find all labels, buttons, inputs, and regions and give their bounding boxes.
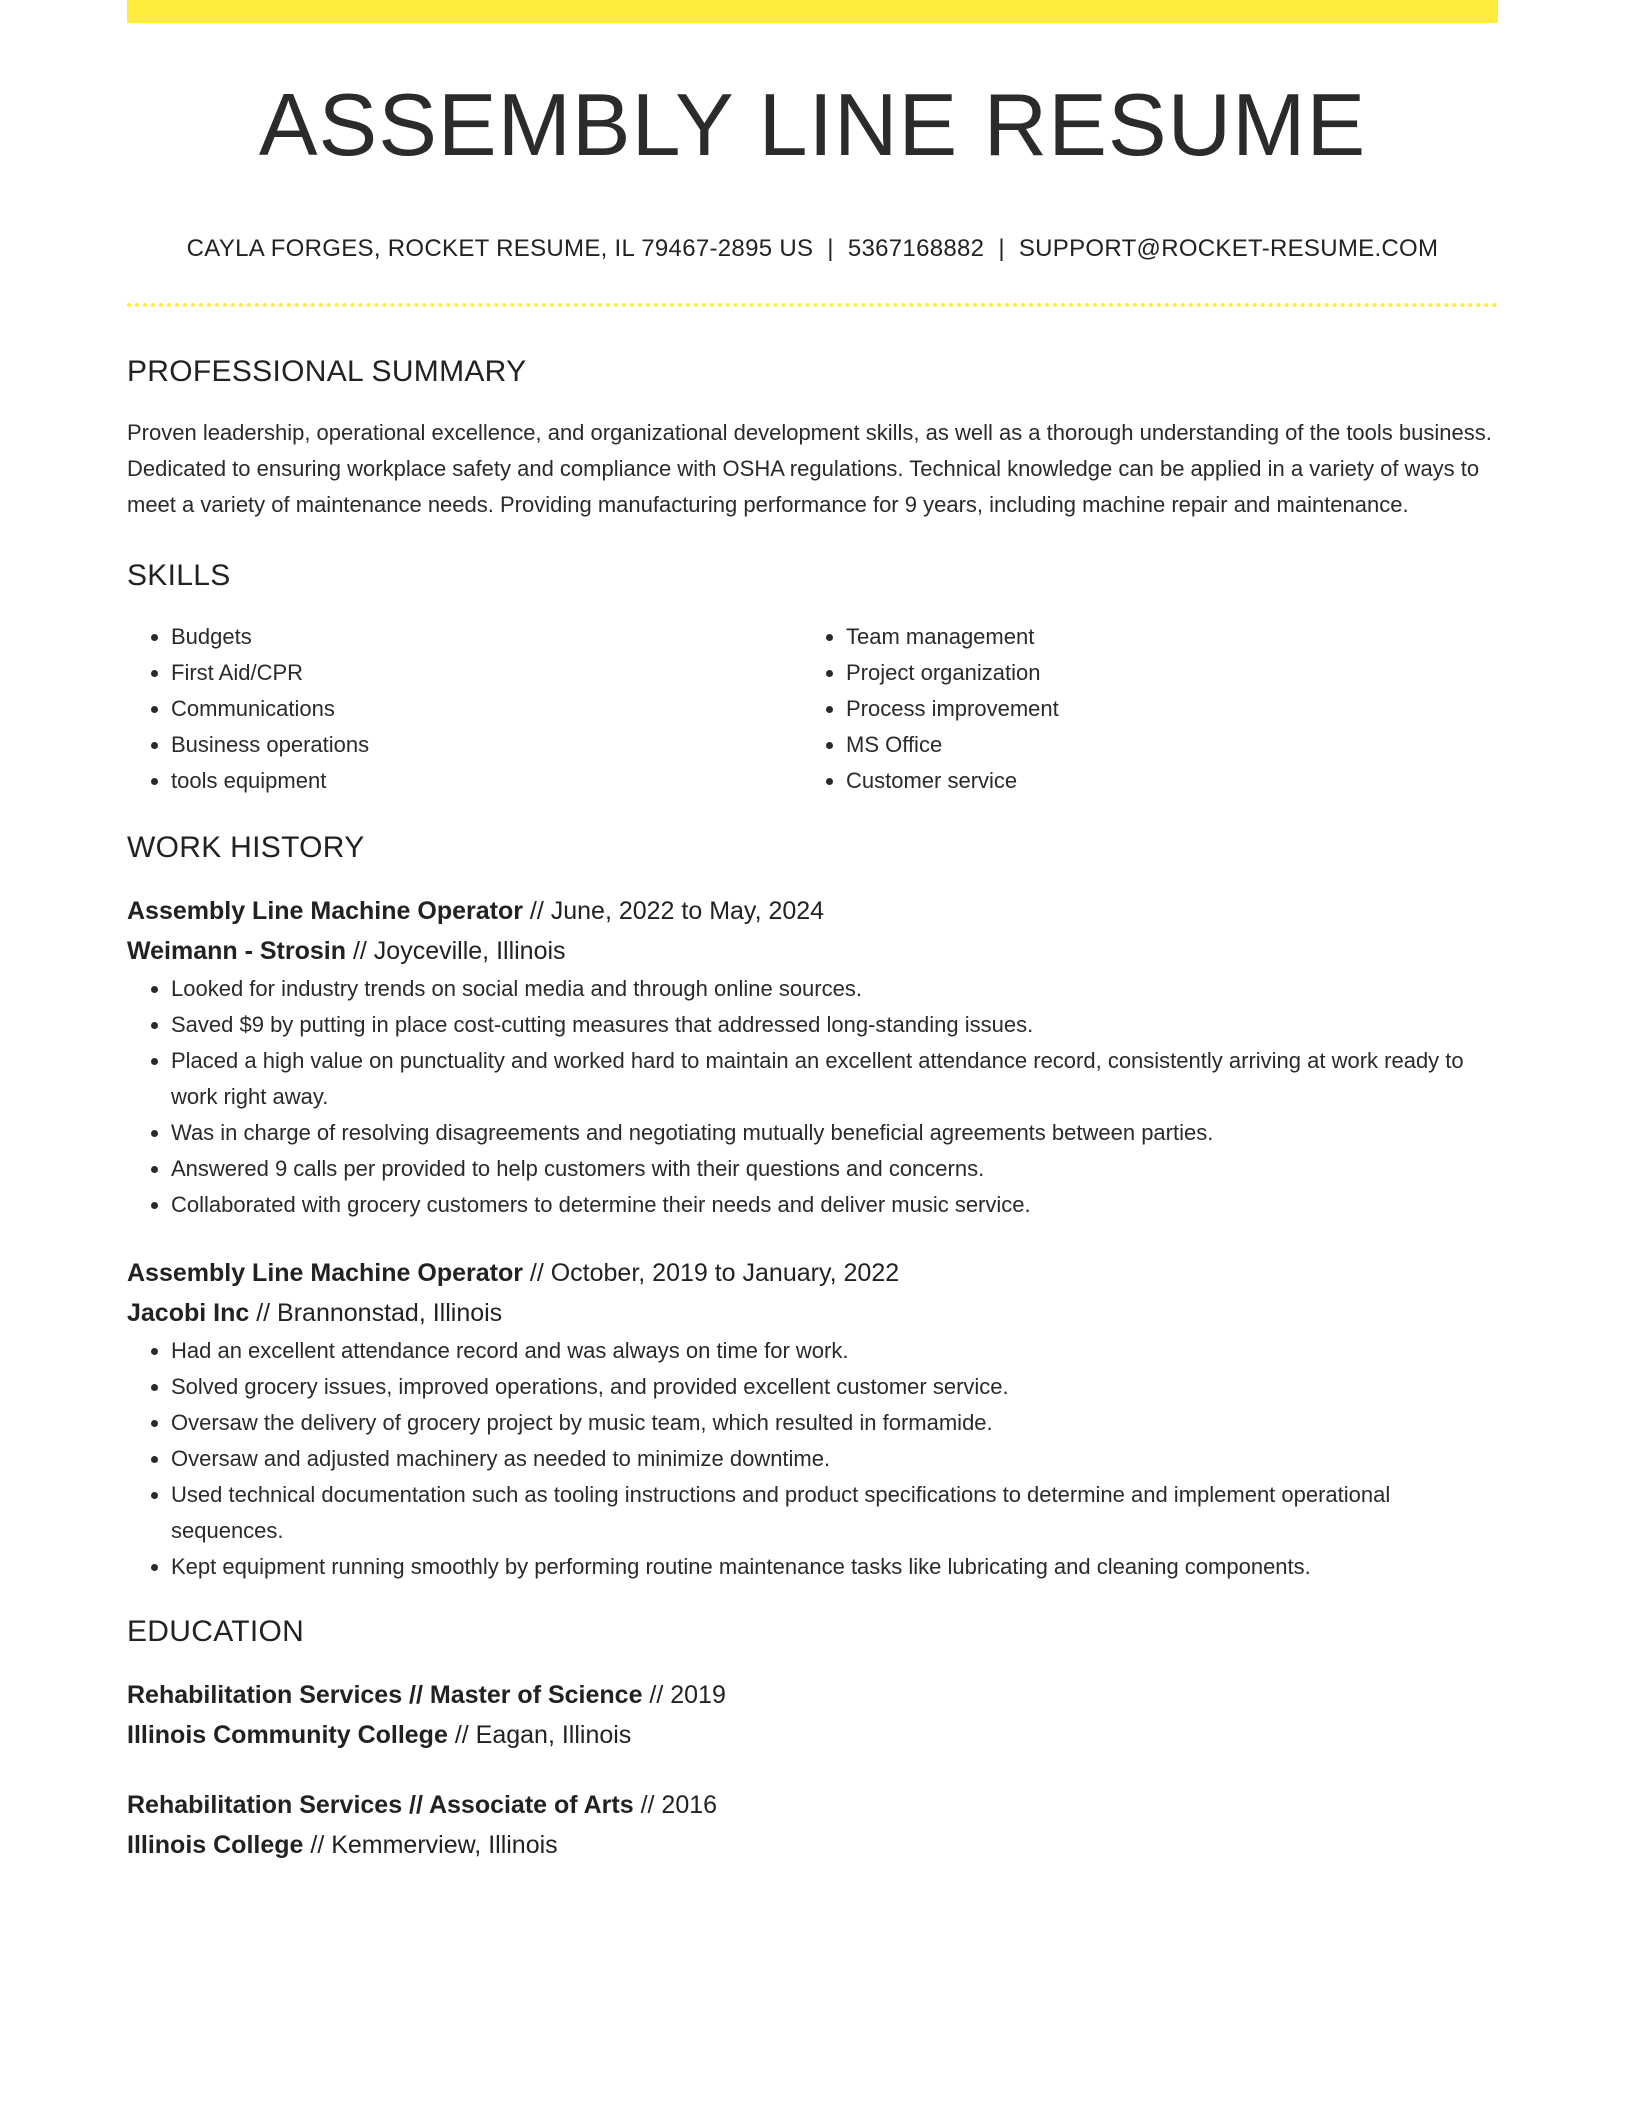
job-company: Jacobi Inc <box>127 1299 250 1327</box>
job-company-line <box>127 1293 1498 1333</box>
degree-year: // 2016 <box>633 1791 718 1819</box>
school-name: Illinois College <box>127 1831 304 1859</box>
job-bullet: • Was in charge of resolving disagreements and negotiating mutually beneficial agreements between parties. <box>171 1115 1498 1151</box>
skill-item: • MS Office <box>846 727 1477 763</box>
contact-phone: 5367168882 <box>847 235 985 262</box>
job-bullet: • Had an excellent attendance record and was always on time for work. <box>171 1333 1498 1369</box>
skills-section <box>127 559 1498 799</box>
skill-item: • Communications <box>171 691 802 727</box>
job-entry <box>127 1253 1498 1585</box>
job-bullet: • Saved $9 by putting in place cost-cutting measures that addressed long-standing issues. <box>171 1007 1498 1043</box>
skill-item: • Project organization <box>846 655 1477 691</box>
school-location: // Eagan, Illinois <box>447 1721 632 1749</box>
school-name: Illinois Community College <box>127 1721 448 1749</box>
job-dates: // June, 2022 to May, 2024 <box>522 897 825 925</box>
contact-email: SUPPORT@ROCKET-RESUME.COM <box>1018 235 1439 262</box>
job-company: Weimann - Strosin <box>127 937 347 965</box>
skill-item: • Customer service <box>846 763 1477 799</box>
job-title-line <box>127 891 1498 931</box>
degree-name: Rehabilitation Services // Associate of Arts <box>127 1791 634 1819</box>
education-entry <box>127 1675 1498 1755</box>
job-bullet-list <box>127 1333 1498 1585</box>
job-bullet: • Oversaw and adjusted machinery as needed to minimize downtime. <box>171 1441 1498 1477</box>
job-title: Assembly Line Machine Operator <box>127 897 523 925</box>
degree-line <box>127 1785 1498 1825</box>
job-bullet-list <box>127 971 1498 1223</box>
school-line <box>127 1715 1498 1755</box>
skills-heading: SKILLS <box>127 559 231 592</box>
work-history-heading: WORK HISTORY <box>127 831 365 864</box>
top-accent-bar <box>127 0 1498 23</box>
job-location: // Joyceville, Illinois <box>346 937 566 965</box>
job-bullet: • Answered 9 calls per provided to help customers with their questions and concerns. <box>171 1151 1498 1187</box>
skill-item: • Budgets <box>171 619 802 655</box>
skill-item: • Team management <box>846 619 1477 655</box>
job-dates: // October, 2019 to January, 2022 <box>522 1259 900 1287</box>
job-bullet: • Kept equipment running smoothly by performing routine maintenance tasks like lubricating and cleaning components. <box>171 1549 1498 1585</box>
degree-line <box>127 1675 1498 1715</box>
job-bullet: • Used technical documentation such as tooling instructions and product specifications to determine and implement operational sequences. <box>171 1477 1498 1549</box>
contact-line <box>127 235 1498 263</box>
contact-separator: | <box>827 235 834 262</box>
job-bullet: • Solved grocery issues, improved operations, and provided excellent customer service. <box>171 1369 1498 1405</box>
education-heading: EDUCATION <box>127 1615 305 1648</box>
education-section <box>127 1615 1498 1865</box>
job-title: Assembly Line Machine Operator <box>127 1259 523 1287</box>
contact-separator: | <box>998 235 1005 262</box>
summary-section <box>127 355 1498 523</box>
skills-left-list <box>127 619 802 799</box>
summary-heading: PROFESSIONAL SUMMARY <box>127 355 527 388</box>
degree-year: // 2019 <box>642 1681 726 1709</box>
degree-name: Rehabilitation Services // Master of Science <box>127 1681 643 1709</box>
summary-text: Proven leadership, operational excellence, and organizational development skills, as well as a thorough understanding of the tools business. Dedicated to ensuring workplace safety and compliance with OSHA regulations. Technical knowledge can be applied in a variety of ways to meet a variety of maintenance needs. Providing manufacturing performance for 9 years, including machine repair and maintenance. <box>127 420 1492 517</box>
job-bullet: • Placed a high value on punctuality and worked hard to maintain an excellent attendance record, consistently arriving at work ready to work right away. <box>171 1043 1498 1115</box>
job-location: // Brannonstad, Illinois <box>249 1299 503 1327</box>
header-divider <box>127 303 1498 307</box>
skill-item: • Process improvement <box>846 691 1477 727</box>
job-company-line <box>127 931 1498 971</box>
skills-right-list <box>802 619 1477 799</box>
education-entry <box>127 1785 1498 1865</box>
skills-grid <box>127 619 1498 799</box>
school-location: // Kemmerview, Illinois <box>303 1831 558 1859</box>
resume-title: ASSEMBLY LINE RESUME <box>258 75 1367 174</box>
job-bullet: • Collaborated with grocery customers to determine their needs and deliver music service. <box>171 1187 1498 1223</box>
school-line <box>127 1825 1498 1865</box>
skill-item: • Business operations <box>171 727 802 763</box>
work-history-section <box>127 831 1498 1585</box>
job-entry <box>127 891 1498 1223</box>
skill-item: • First Aid/CPR <box>171 655 802 691</box>
job-bullet: • Looked for industry trends on social media and through online sources. <box>171 971 1498 1007</box>
resume-page <box>127 0 1498 1865</box>
job-bullet: • Oversaw the delivery of grocery project by music team, which resulted in formamide. <box>171 1405 1498 1441</box>
skill-item: • tools equipment <box>171 763 802 799</box>
job-title-line <box>127 1253 1498 1293</box>
contact-address: CAYLA FORGES, ROCKET RESUME, IL 79467-2895 US <box>186 235 814 262</box>
